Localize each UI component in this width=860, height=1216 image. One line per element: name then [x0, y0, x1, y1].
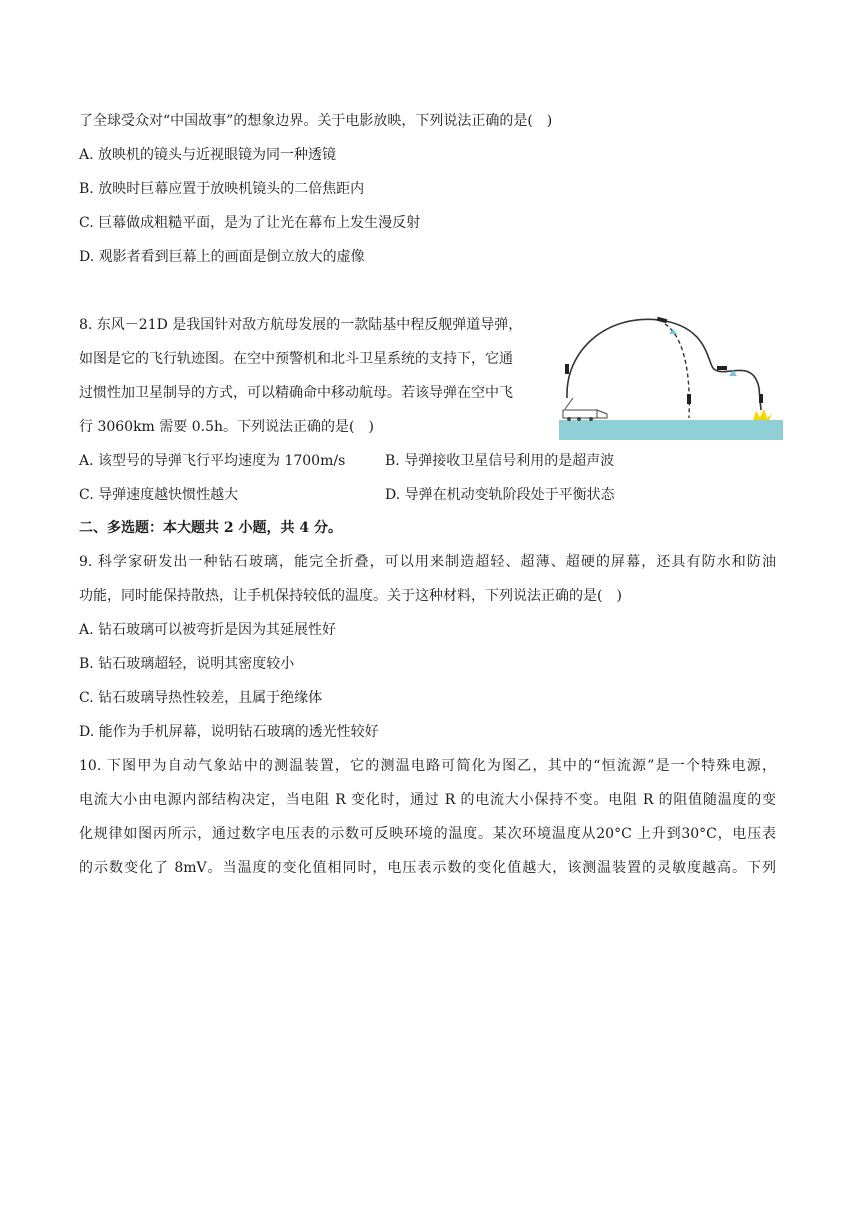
q9-stem-line: 功能，同时能保持散热，让手机保持较低的温度。关于这种材料，下列说法正确的是( ) [79, 588, 622, 604]
ballistic-dashed-line [665, 324, 689, 418]
q8-stem-line: 如图是它的飞行轨迹图。在空中预警机和北斗卫星系统的支持下，它通 [79, 351, 513, 367]
missile-icon [687, 394, 691, 404]
missile-icon [717, 366, 727, 370]
missile-trajectory-figure [557, 310, 783, 442]
q7-stem: 了全球受众对“中国故事”的想象边界。关于电影放映，下列说法正确的是( ) [79, 113, 553, 129]
missile-icon [759, 394, 763, 403]
q7-option-d: D. 观影者看到巨幕上的画面是倒立放大的虚像 [79, 249, 365, 265]
q7-option-b: B. 放映时巨幕应置于放映机镜头的二倍焦距内 [79, 181, 365, 197]
q8-option-c: C. 导弹速度越快惯性越大 [79, 487, 239, 503]
q8-stem-line: 过惯性加卫星制导的方式，可以精确命中移动航母。若该导弹在空中飞 [79, 385, 513, 401]
q8-option-b: B. 导弹接收卫星信号利用的是超声波 [385, 453, 615, 469]
q7-option-a: A. 放映机的镜头与近视眼镜为同一种透镜 [79, 147, 337, 163]
q8-stem-line: 8. 东风－21D 是我国针对敌方航母发展的一款陆基中程反舰弹道导弹， [79, 317, 523, 333]
section-heading: 二、多选题：本大题共 2 小题，共 4 分。 [79, 520, 342, 536]
q9-option-c: C. 钻石玻璃导热性较差，且属于绝缘体 [79, 690, 323, 706]
missile-trajectory-line [567, 319, 761, 410]
q8-stem-line: 行 3060km 需要 0.5h。下列说法正确的是( ) [79, 419, 374, 435]
q8-option-a: A. 该型号的导弹飞行平均速度为 1700m/s [79, 453, 346, 469]
q9-option-a: A. 钻石玻璃可以被弯折是因为其延展性好 [79, 622, 337, 638]
q10-stem-line: 电流大小由电源内部结构决定，当电阻 R 变化时，通过 R 的电流大小保持不变。电阻 R 的阻值随温度的变 [79, 792, 776, 808]
q10-stem-line: 10. 下图甲为自动气象站中的测温装置，它的测温电路可简化为图乙，其中的“恒流源”是一个特殊电源， [79, 758, 776, 774]
q7-option-c: C. 巨幕做成粗糙平面，是为了让光在幕布上发生漫反射 [79, 215, 421, 231]
q10-stem-line: 化规律如图丙所示，通过数字电压表的示数可反映环境的温度。某次环境温度从20°C 上升到30°C，电压表 [79, 826, 776, 842]
q9-option-d: D. 能作为手机屏幕，说明钻石玻璃的透光性较好 [79, 724, 379, 740]
sea-surface [559, 420, 783, 440]
impact-flash-icon [753, 409, 772, 420]
marker-icon [669, 329, 677, 334]
missile-icon [565, 364, 569, 374]
launch-vehicle-icon [563, 398, 607, 421]
q9-option-b: B. 钻石玻璃超轻，说明其密度较小 [79, 656, 295, 672]
q9-stem-line: 9. 科学家研发出一种钻石玻璃，能完全折叠，可以用来制造超轻、超薄、超硬的屏幕，还具有防水和防油 [79, 554, 776, 570]
q8-option-d: D. 导弹在机动变轨阶段处于平衡状态 [385, 487, 615, 503]
missile-icon [657, 317, 668, 323]
q10-stem-line: 的示数变化了 8mV。当温度的变化值相同时，电压表示数的变化值越大，该测温装置的灵敏度越高。下列 [79, 860, 776, 876]
